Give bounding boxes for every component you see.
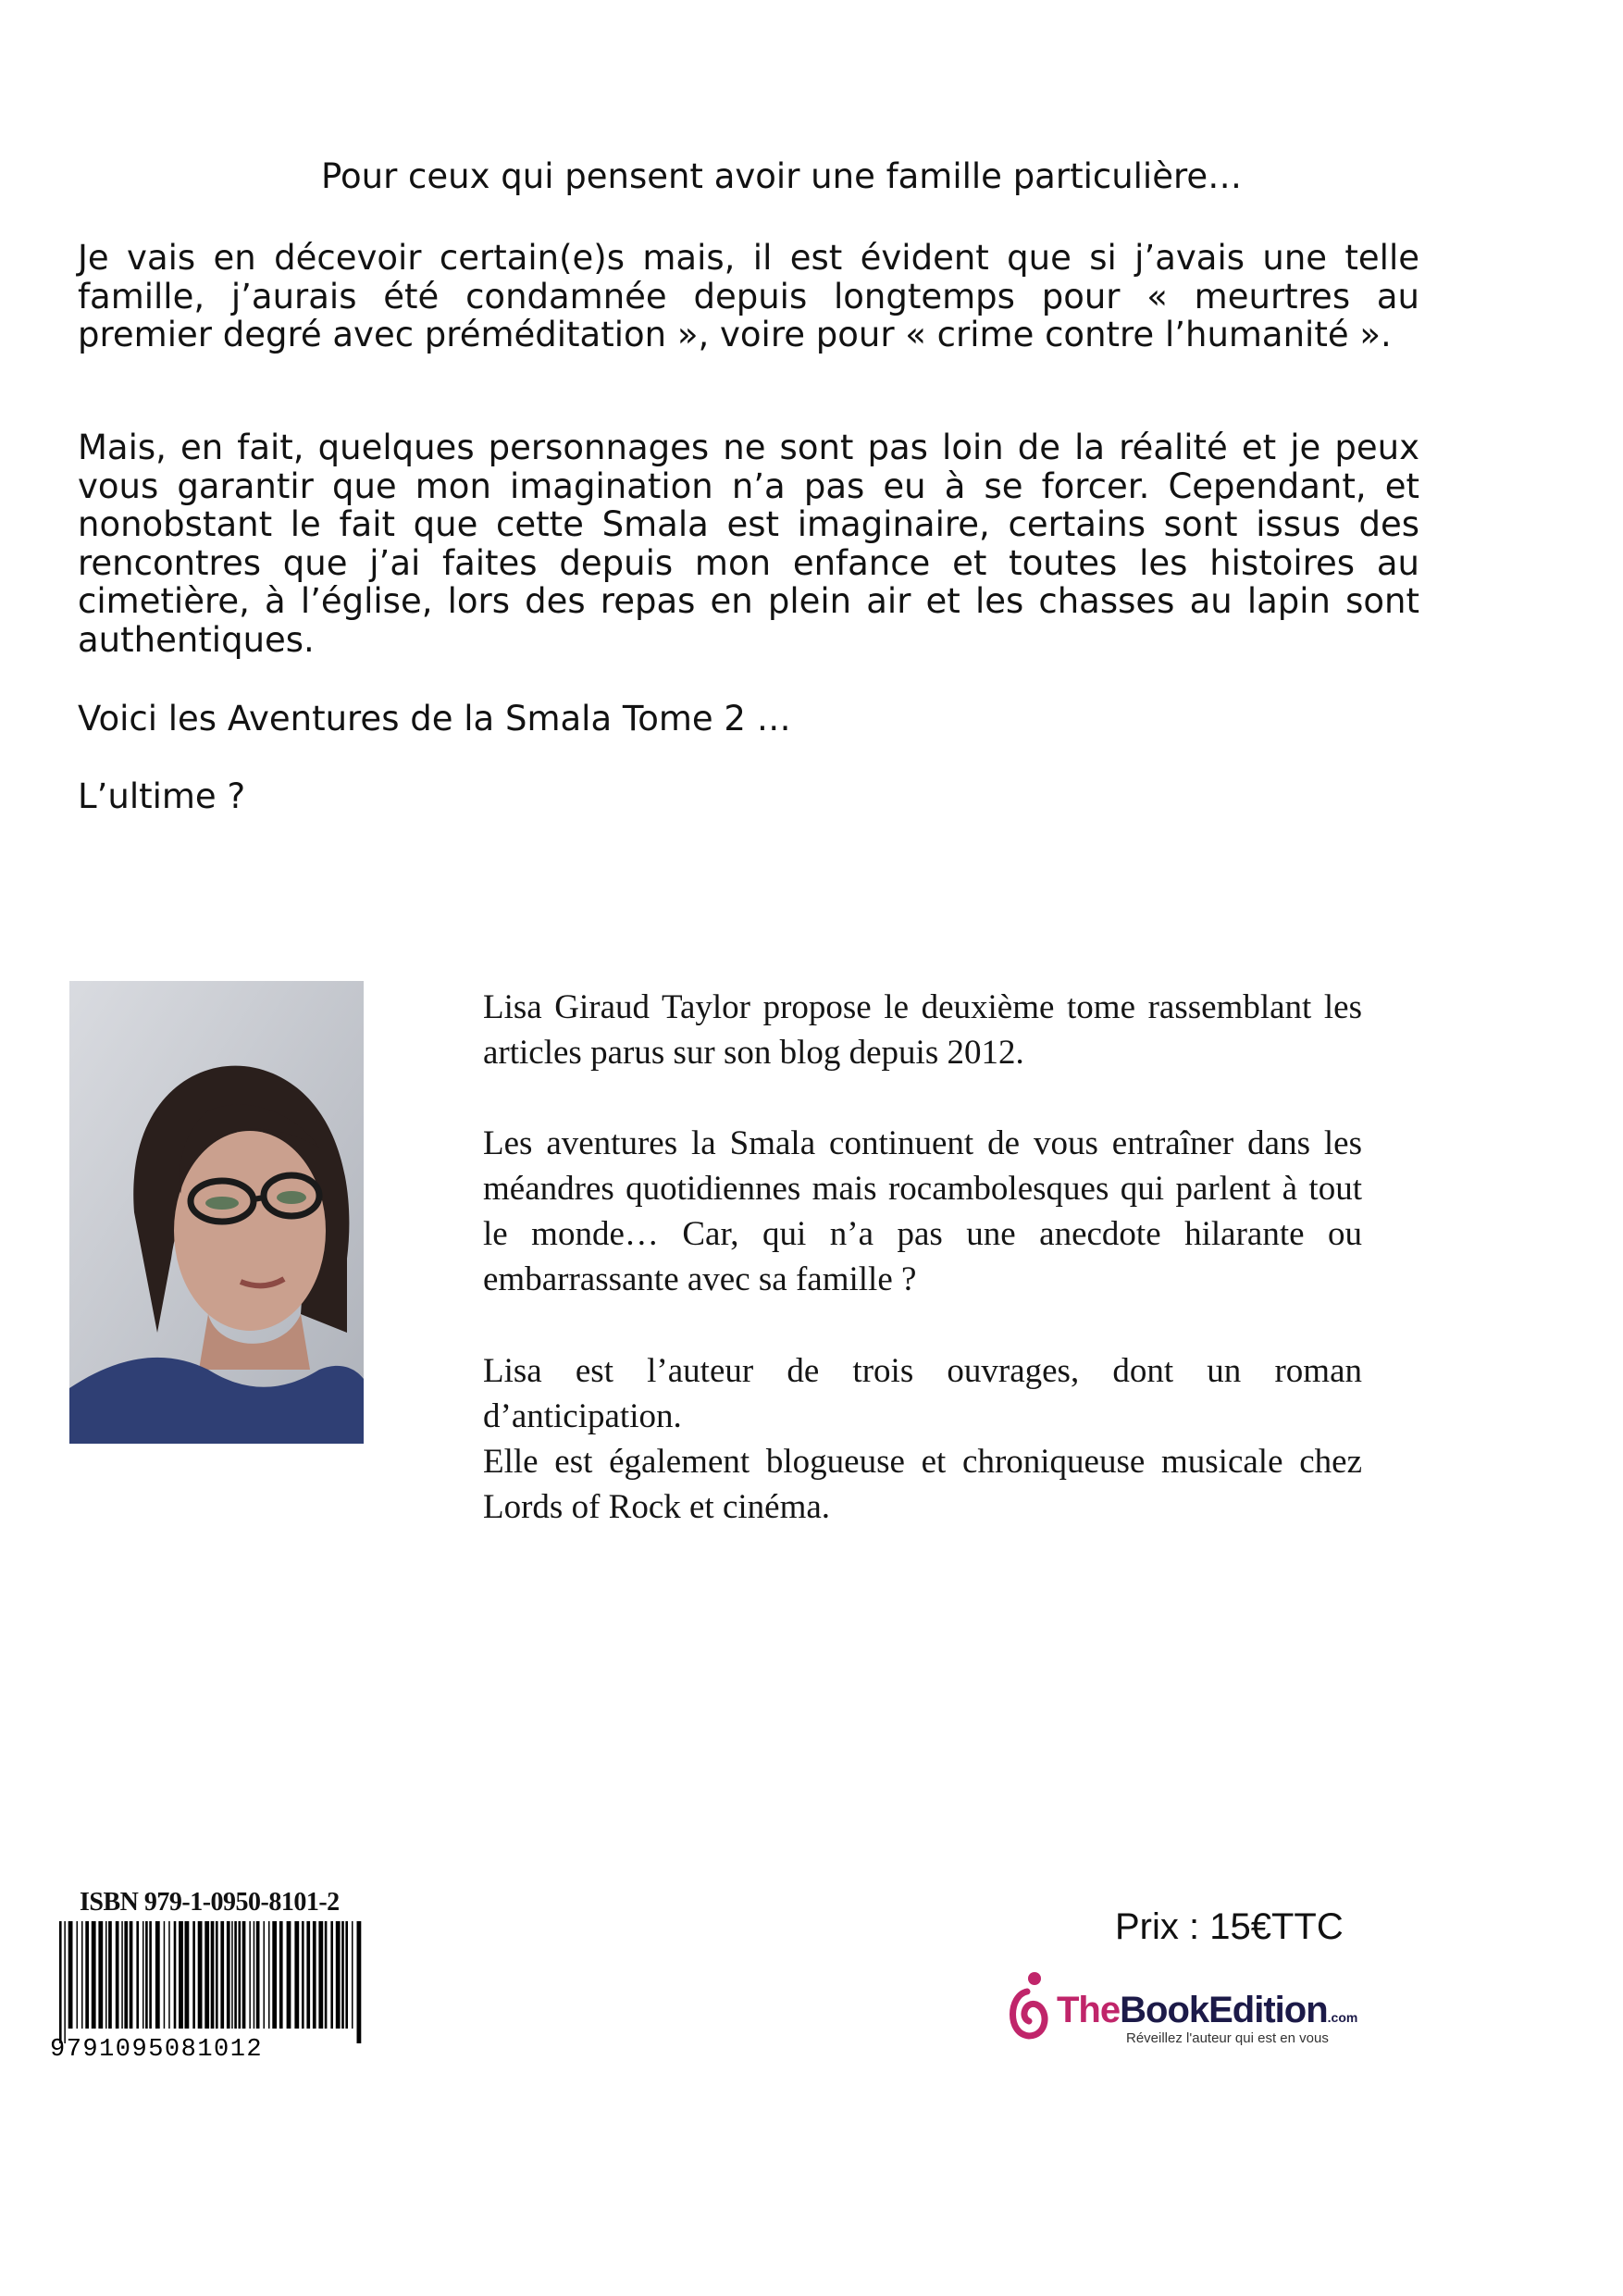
bio-paragraph-4: Elle est également blogueuse et chroniqueuse musicale chez Lords of Rock et cinéma. (483, 1443, 1362, 1526)
barcode-bar (130, 1921, 133, 2029)
barcode-bar (192, 1921, 195, 2029)
isbn-label: ISBN 979-1-0950-8101-2 (80, 1888, 340, 1917)
barcode-bar (242, 1921, 246, 2029)
publisher-logo (1001, 1969, 1371, 2053)
barcode-bar (198, 1921, 203, 2029)
barcode-bar (68, 1921, 73, 2029)
bio-paragraph-3: Lisa est l’auteur de trois ouvrages, dont un roman d’anticipation. (483, 1352, 1362, 1435)
barcode-bar (302, 1921, 304, 2029)
barcode-bar (318, 1921, 323, 2029)
barcode-bar (155, 1921, 160, 2029)
barcode-bar (164, 1921, 166, 2029)
blurb-paragraph-1: Je vais en décevoir certain(e)s mais, il est évident que si j’avais une telle famille, j’aurais été condamnée depuis longtemps pour « meurtres au premier degré avec préméditation », voire pour « crime contre l’humanité ». (78, 238, 1419, 354)
barcode-bar (313, 1921, 316, 2029)
barcode-bar (336, 1921, 341, 2029)
barcode-bar (116, 1921, 119, 2029)
barcode-bar (168, 1921, 170, 2029)
barcode-bar (330, 1921, 333, 2029)
barcode-digits: 9791095081012 (50, 2036, 264, 2060)
barcode-bar (254, 1921, 255, 2029)
barcode-bar (85, 1921, 89, 2029)
barcode-bar (264, 1921, 266, 2029)
barcode-bar (268, 1921, 270, 2029)
barcode-bar (287, 1921, 291, 2029)
barcode-bar (211, 1921, 215, 2029)
barcode-bar (64, 1921, 66, 2043)
barcode-bar (179, 1921, 183, 2029)
barcode-bar (77, 1921, 79, 2029)
barcode-bar (136, 1921, 139, 2029)
publisher-slogan: Réveillez l'auteur qui est en vous (1126, 2030, 1329, 2046)
barcode-bar (174, 1921, 177, 2029)
barcode-bar (185, 1921, 190, 2029)
publisher-name: TheBookEdition.com (1057, 1990, 1358, 2030)
barcode-bar (234, 1921, 237, 2029)
barcode-bar (149, 1921, 152, 2029)
barcode-bar (325, 1921, 328, 2029)
blurb-paragraph-2: Mais, en fait, quelques personnages ne sont pas loin de la réalité et je peux vous garantir que mon imagination n’a pas eu à se forcer. Cependant, et nonobstant le fait que cette Smala est imaginaire, certains sont issus des rencontres que j’ai faites depuis mon enfance et toutes les histoires au cimetière, à l’église, lors des repas en plein air et les chasses au lapin sont authentiques. (78, 428, 1419, 660)
barcode-bar (352, 1921, 353, 2029)
barcode-bar (98, 1921, 103, 2029)
bio-paragraph-2: Les aventures la Smala continuent de vous entraîner dans les méandres quotidiennes mais rocambolesques qui parlent à tout le monde… Car, qui n’a pas une anecdote hilarante ou embarrassante avec sa famille ? (483, 1124, 1362, 1298)
tagline: Pour ceux qui pensent avoir une famille particulière… (321, 156, 1243, 196)
barcode-bar (145, 1921, 148, 2029)
barcode-bar (272, 1921, 277, 2029)
barcode-bar (294, 1921, 299, 2029)
barcode-bar (124, 1921, 128, 2029)
barcode-bar (249, 1921, 251, 2029)
barcode-bar (121, 1921, 123, 2029)
barcode-bar (357, 1921, 362, 2043)
barcode-bar (220, 1921, 224, 2029)
barcode (46, 1921, 370, 2060)
barcode-bar (256, 1921, 260, 2029)
barcode-bar (345, 1921, 348, 2029)
barcode-bar (279, 1921, 283, 2029)
barcode-bar (216, 1921, 218, 2029)
barcode-bar (142, 1921, 144, 2029)
barcode-bar (92, 1921, 96, 2029)
barcode-bar (341, 1921, 344, 2029)
blurb-paragraph-4: L’ultime ? (78, 776, 246, 816)
bio-paragraph-1: Lisa Giraud Taylor propose le deuxième tome rassemblant les articles parus sur son blog depuis 2012. (483, 988, 1362, 1072)
barcode-bar (59, 1921, 62, 2043)
barcode-bar (81, 1921, 83, 2029)
barcode-bar (108, 1921, 112, 2029)
barcode-bar (231, 1921, 233, 2029)
blurb-paragraph-3: Voici les Aventures de la Smala Tome 2 … (78, 699, 791, 738)
barcode-bar (306, 1921, 310, 2029)
barcode-bar (204, 1921, 209, 2029)
price: Prix : 15€TTC (1115, 1906, 1344, 1947)
publisher-logo-icon (1001, 1969, 1053, 2047)
barcode-bar (105, 1921, 107, 2029)
barcode-bar (239, 1921, 242, 2029)
barcode-bar (227, 1921, 230, 2029)
author-photo (69, 981, 364, 1444)
